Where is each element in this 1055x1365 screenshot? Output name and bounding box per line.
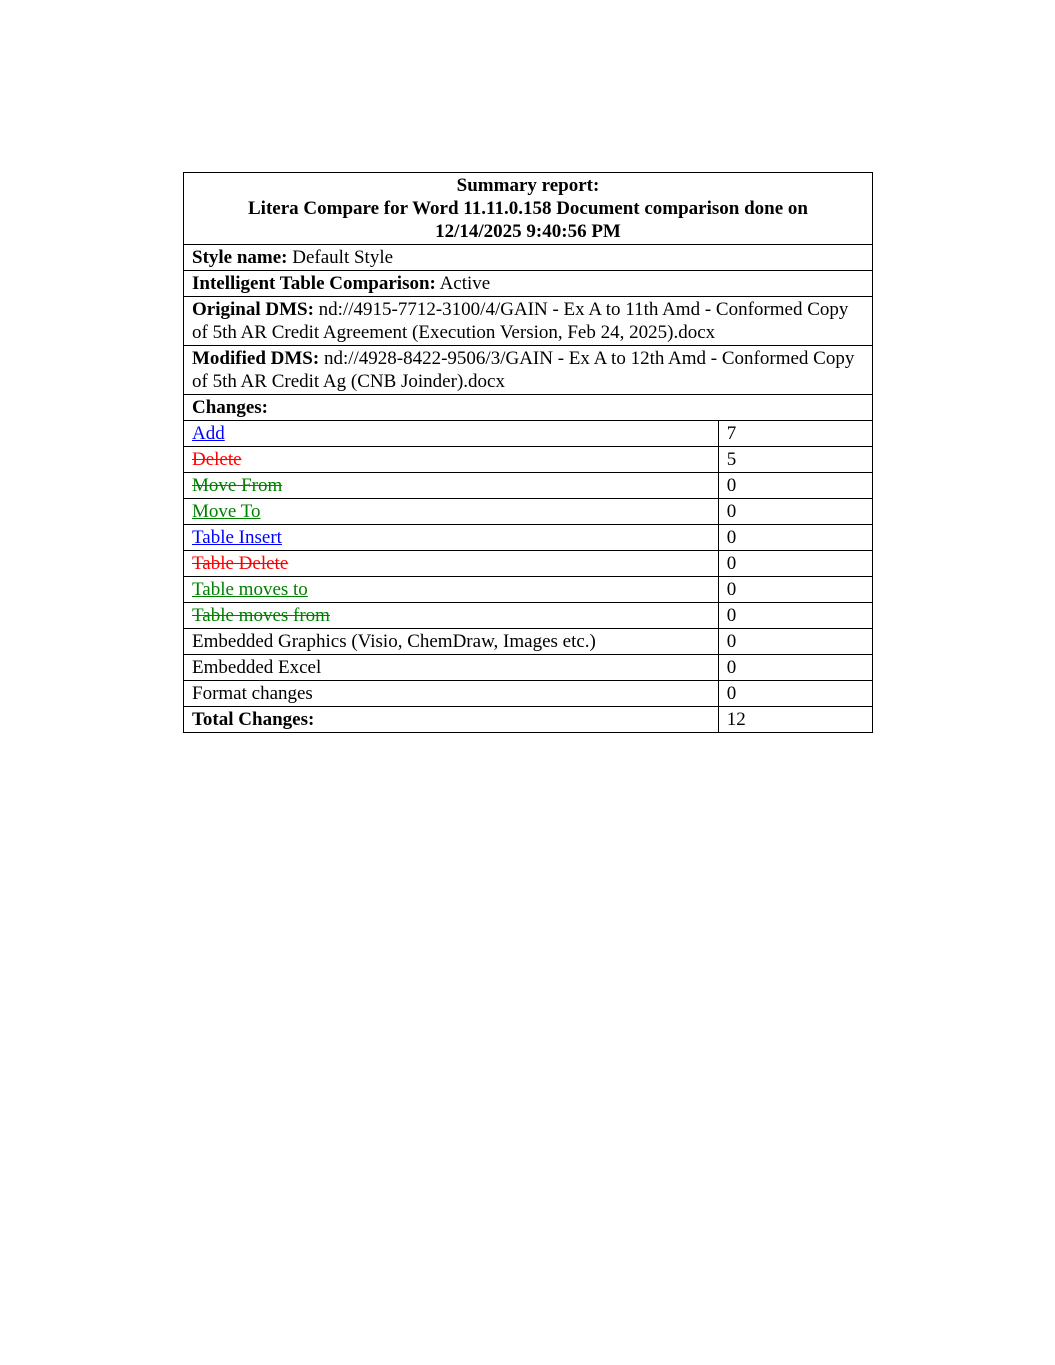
change-count-add: 7 (718, 421, 872, 447)
change-label-move-to: Move To (192, 501, 261, 522)
itc-label: Intelligent Table Comparison: (192, 273, 436, 294)
change-count-embedded-excel: 0 (718, 655, 872, 681)
changes-heading-row (184, 395, 873, 421)
change-count-delete: 5 (718, 447, 872, 473)
style-name-value: Default Style (292, 247, 394, 268)
change-label-cell (184, 603, 719, 629)
change-count-move-to: 0 (718, 499, 872, 525)
change-row (184, 655, 873, 681)
change-row (184, 629, 873, 655)
change-label-cell (184, 551, 719, 577)
change-row (184, 603, 873, 629)
modified-dms-value: nd://4928-8422-9506/3/GAIN - Ex A to 12th Amd - Conformed Copy of 5th AR Credit Ag (CNB Joinder).docx (192, 348, 855, 392)
change-label-table-moves-to: Table moves to (192, 579, 308, 600)
total-changes-row (184, 707, 873, 733)
change-label-cell (184, 525, 719, 551)
change-label-cell (184, 681, 719, 707)
change-label-add: Add (192, 423, 225, 444)
change-row (184, 577, 873, 603)
change-row (184, 473, 873, 499)
change-row (184, 447, 873, 473)
change-count-table-moves-to: 0 (718, 577, 872, 603)
change-row (184, 421, 873, 447)
itc-value: Active (439, 273, 491, 294)
itc-cell (184, 271, 873, 297)
change-label-embedded-excel: Embedded Excel (192, 657, 322, 678)
report-tool-line: Litera Compare for Word 11.11.0.158 Document comparison done on (248, 198, 808, 219)
change-label-table-delete: Table Delete (192, 553, 289, 574)
change-count-format-changes: 0 (718, 681, 872, 707)
itc-row (184, 271, 873, 297)
modified-dms-cell (184, 346, 873, 395)
style-name-label: Style name: (192, 247, 288, 268)
modified-dms-label: Modified DMS: (192, 348, 320, 369)
change-label-cell (184, 577, 719, 603)
original-dms-cell (184, 297, 873, 346)
change-label-cell (184, 473, 719, 499)
report-title: Summary report: (456, 175, 600, 196)
report-header-row (184, 173, 873, 245)
change-label-cell (184, 629, 719, 655)
total-changes-label: Total Changes: (184, 707, 719, 733)
change-label-format-changes: Format changes (192, 683, 313, 704)
original-dms-value: nd://4915-7712-3100/4/GAIN - Ex A to 11th Amd - Conformed Copy of 5th AR Credit Agreement (Execution Version, Feb 24, 2025).docx (192, 299, 849, 343)
change-label-table-insert: Table Insert (192, 527, 282, 548)
change-count-table-moves-from: 0 (718, 603, 872, 629)
style-name-cell (184, 245, 873, 271)
change-label-delete: Delete (192, 449, 242, 470)
change-label-cell (184, 447, 719, 473)
change-count-move-from: 0 (718, 473, 872, 499)
change-row (184, 551, 873, 577)
change-label-move-from: Move From (192, 475, 283, 496)
change-count-embedded-graphics: 0 (718, 629, 872, 655)
change-label-cell (184, 421, 719, 447)
summary-report-table (183, 172, 873, 733)
report-timestamp: 12/14/2025 9:40:56 PM (435, 221, 621, 242)
change-label-cell (184, 655, 719, 681)
change-count-table-insert: 0 (718, 525, 872, 551)
total-changes-value: 12 (718, 707, 872, 733)
change-row (184, 525, 873, 551)
modified-dms-row (184, 346, 873, 395)
change-row (184, 681, 873, 707)
original-dms-row (184, 297, 873, 346)
report-header (184, 173, 873, 245)
change-count-table-delete: 0 (718, 551, 872, 577)
original-dms-label: Original DMS: (192, 299, 314, 320)
change-label-cell (184, 499, 719, 525)
change-label-table-moves-from: Table moves from (192, 605, 330, 626)
changes-heading: Changes: (184, 395, 873, 421)
change-row (184, 499, 873, 525)
style-name-row (184, 245, 873, 271)
change-label-embedded-graphics: Embedded Graphics (Visio, ChemDraw, Images etc.) (192, 631, 596, 652)
